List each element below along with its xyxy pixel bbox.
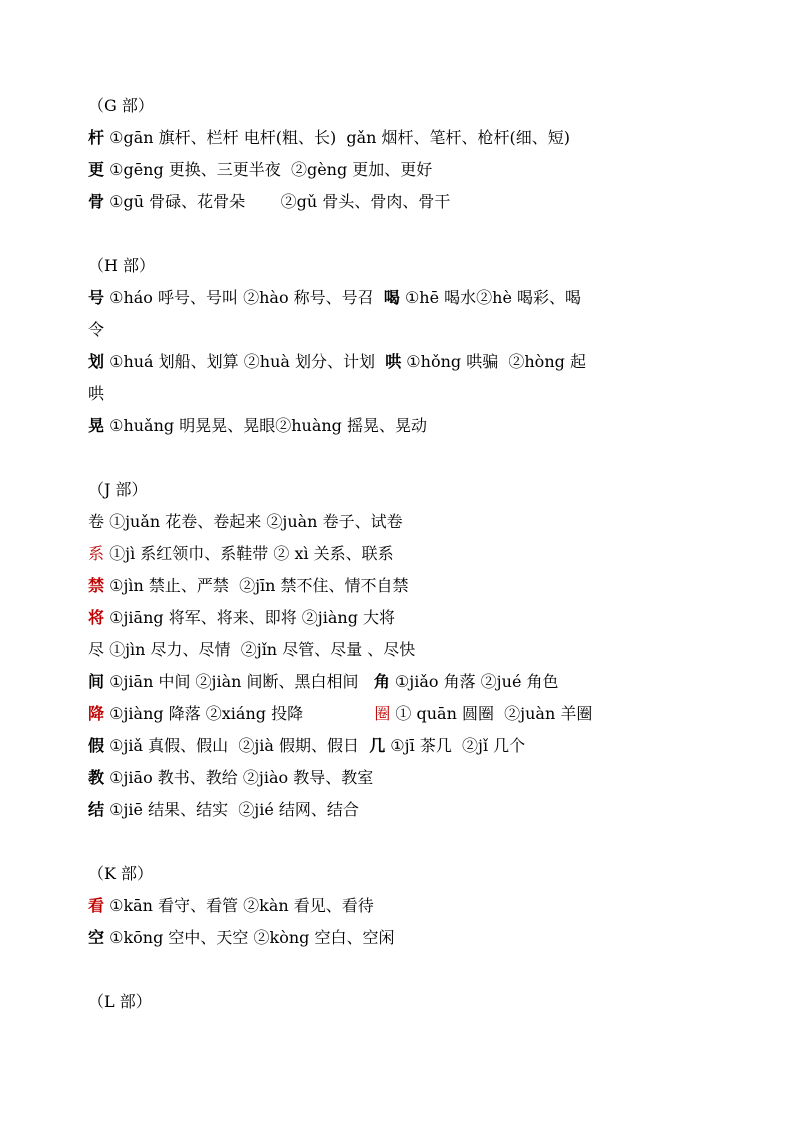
entry-line: 空 ①kōng 空中、天空 ②kòng 空白、空闲 (88, 928, 395, 947)
entry-line-continued: 哄 (88, 384, 105, 403)
entry-line: 号 ①háo 呼号、号叫 ②hào 称号、号召 喝 ①hē 喝水②hè 喝彩、喝 (88, 288, 582, 307)
entry-line: 禁 ①jìn 禁止、严禁 ②jīn 禁不住、情不自禁 (88, 576, 409, 595)
entry-line: 间 ①jiān 中间 ②jiàn 间断、黑白相间 角 ①jiǎo 角落 ②jué 角色 (88, 672, 559, 691)
entry-line: 将 ①jiāng 将军、将来、即将 ②jiàng 大将 (88, 608, 396, 627)
entry-line-continued: 令 (88, 320, 105, 339)
section-heading-g: （G 部） (88, 96, 154, 115)
section-heading-l: （L 部） (88, 992, 152, 1011)
entry-line: 晃 ①huǎng 明晃晃、晃眼②huàng 摇晃、晃动 (88, 416, 428, 435)
entry-line: 更 ①gēng 更换、三更半夜 ②gèng 更加、更好 (88, 160, 433, 179)
entry-line: 卷 ①juǎn 花卷、卷起来 ②juàn 卷子、试卷 (88, 512, 403, 531)
entry-line: 看 ①kān 看守、看管 ②kàn 看见、看待 (88, 896, 374, 915)
section-heading-j: （J 部） (88, 480, 148, 499)
entry-line: 系 ①jì 系红领巾、系鞋带 ② xì 关系、联系 (88, 544, 394, 563)
entry-line: 降 ①jiàng 降落 ②xiáng 投降 圈 ① quān 圆圈 ②juàn 羊圈 (88, 704, 593, 723)
section-heading-k: （K 部） (88, 864, 154, 883)
entry-line: 划 ①huá 划船、划算 ②huà 划分、计划 哄 ①hǒng 哄骗 ②hòng 起 (88, 352, 586, 371)
entry-line: 尽 ①jìn 尽力、尽情 ②jǐn 尽管、尽量 、尽快 (88, 640, 416, 659)
entry-line: 杆 ①gān 旗杆、栏杆 电杆(粗、长) gǎn 烟杆、笔杆、枪杆(细、短) (88, 128, 571, 147)
entry-line: 教 ①jiāo 教书、教给 ②jiào 教导、教室 (88, 768, 374, 787)
entry-line: 结 ①jiē 结果、结实 ②jié 结网、结合 (88, 800, 359, 819)
entry-line: 假 ①jiǎ 真假、假山 ②jià 假期、假日 几 ①jī 茶几 ②jǐ 几个 (88, 736, 526, 755)
section-heading-h: （H 部） (88, 256, 156, 275)
entry-line: 骨 ①gū 骨碌、花骨朵 ②gǔ 骨头、骨肉、骨干 (88, 192, 451, 211)
